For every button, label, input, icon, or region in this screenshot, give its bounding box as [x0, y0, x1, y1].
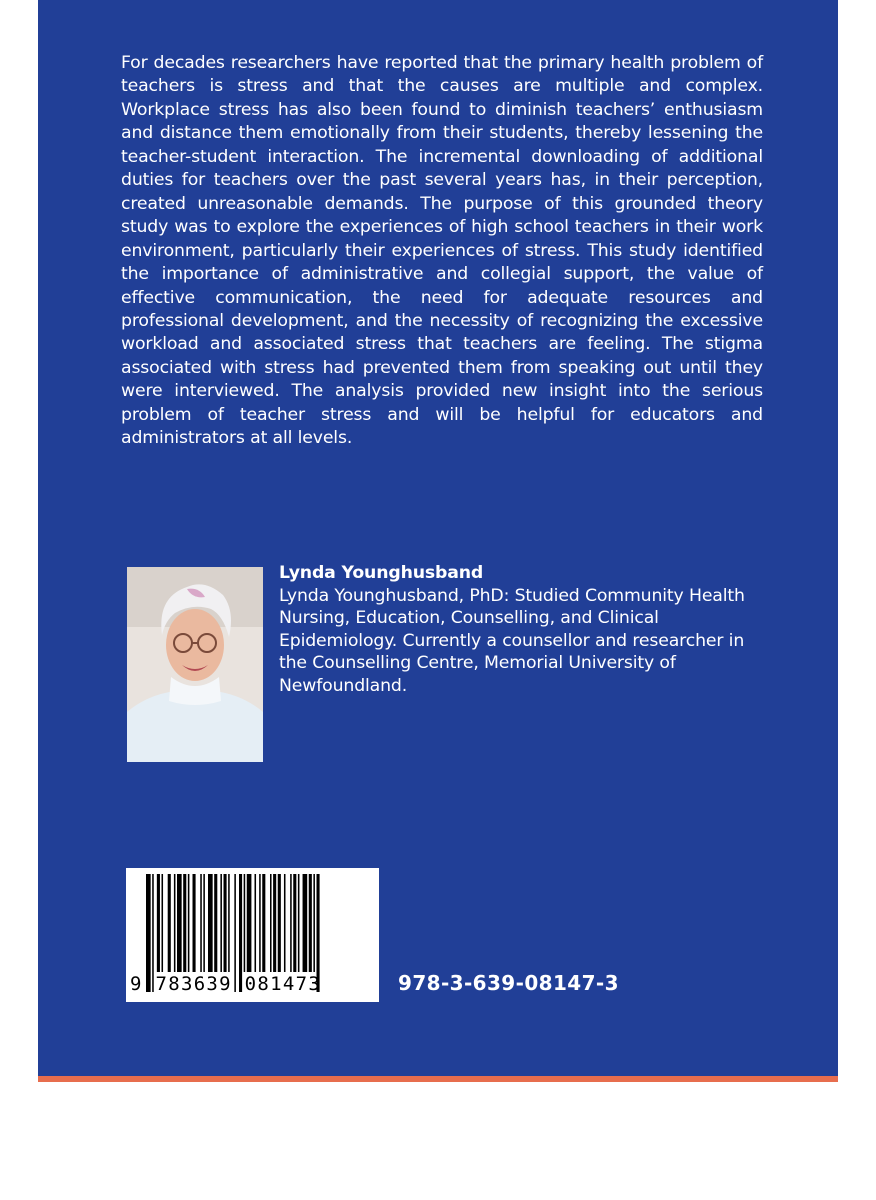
barcode-bar [174, 874, 176, 972]
barcode-bar [303, 874, 308, 972]
barcode-bar [162, 874, 164, 972]
author-portrait-image [127, 567, 263, 762]
barcode-bar [313, 874, 315, 972]
barcode-bar [262, 874, 265, 972]
book-abstract: For decades researchers have reported that the primary health problem of teachers is stress and that the causes are multiple and complex. Workplace stress has also been found to diminish teachers’ enthusiasm and distance them emotionally from their students, thereby lessening the teacher-student interaction. The incremental downloading of additional duties for teachers over the past several years has, in their perception, created unreasonable demands. The purpose of this grounded theory study was to explore the experiences of high school teachers in their work environment, particularly their experiences of stress. This study identified the importance of administrative and collegial support, the value of effective communication, the need for adequate resources and professional development, and the necessity of recognizing the excessive workload and associated stress that teachers are feeling. The stigma associated with stress had prevented them from speaking out until they were interviewed. The analysis provided new insight into the serious problem of teacher stress and will be helpful for educators and administrators at all levels. [121, 53, 763, 449]
bottom-accent-stripe [38, 1076, 838, 1082]
barcode-bar [293, 874, 296, 972]
barcode-bar [168, 874, 171, 972]
author-name: Lynda Younghusband [279, 563, 484, 583]
barcode-bar [214, 874, 217, 972]
barcode-bar [247, 874, 252, 972]
barcode-bar [188, 874, 190, 972]
barcode-bar [228, 874, 230, 972]
barcode-bar [203, 874, 205, 972]
barcode-bar [255, 874, 257, 972]
barcode-bar [193, 874, 196, 972]
barcode-bar [177, 874, 182, 972]
barcode-digits: 9 783639 081473 [130, 973, 322, 995]
barcode-bar [284, 874, 286, 972]
barcode-bar [200, 874, 202, 972]
barcode-bar [259, 874, 261, 972]
barcode-bar [183, 874, 186, 972]
barcode-bar [224, 874, 227, 972]
author-bio-block [279, 562, 759, 698]
barcode-bar [157, 874, 160, 972]
author-bio: Lynda Younghusband, PhD: Studied Community Health Nursing, Education, Counselling, and Clinical Epidemiology. Currently a counsellor and researcher in the Counselling Centre, Memorial University of Newfoundland. [279, 585, 745, 696]
barcode-bar [244, 874, 246, 972]
author-photo [127, 567, 263, 762]
barcode-bar [208, 874, 213, 972]
barcode-bar [290, 874, 292, 972]
barcode-bar [220, 874, 222, 972]
barcode-bar [273, 874, 276, 972]
barcode-bar [278, 874, 281, 972]
barcode-bar [309, 874, 312, 972]
barcode [126, 868, 379, 1002]
isbn-number: 978-3-639-08147-3 [398, 971, 619, 995]
barcode-bar [270, 874, 272, 972]
barcode-bar [298, 874, 300, 972]
